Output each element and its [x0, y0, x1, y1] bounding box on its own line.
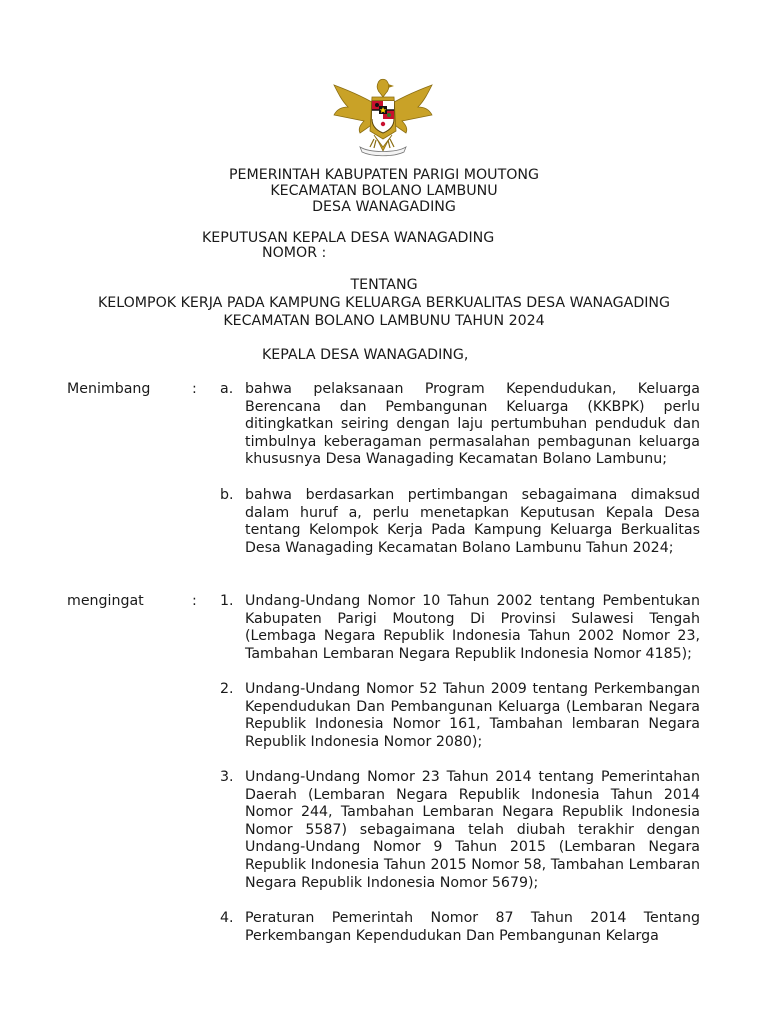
menimbang-item-b-marker: b. — [220, 487, 234, 503]
decree-number: NOMOR : — [262, 245, 327, 261]
header-village: DESA WANAGADING — [312, 199, 456, 215]
subject-line-1: KELOMPOK KERJA PADA KAMPUNG KELUARGA BERKUALITAS DESA WANAGADING — [97, 295, 671, 311]
header-district: KECAMATAN BOLANO LAMBUNU — [270, 183, 498, 199]
subject-line-2: KECAMATAN BOLANO LAMBUNU TAHUN 2024 — [223, 313, 545, 329]
mengingat-colon: : — [192, 593, 197, 609]
mengingat-label: mengingat — [67, 593, 144, 609]
mengingat-item-3-text: Undang-Undang Nomor 23 Tahun 2014 tentang Pemerintahan Daerah (Lembaran Negara Republik Indonesia Tahun 2014 Nomor 244, Tambahan Lembaran Negara Republik Indonesia Nomor 5587) sebagaimana telah diubah terakhir dengan Undang-Undang Nomor 9 Tahun 2015 (Lembaran Negara Republik Indonesia Tahun 2015 Nomor 58, Tambahan Lembaran Negara Republik Indonesia Nomor 5679); — [245, 769, 700, 891]
mengingat-item-3-marker: 3. — [220, 769, 234, 785]
decree-title: KEPUTUSAN KEPALA DESA WANAGADING — [202, 230, 495, 246]
subject-label: TENTANG — [350, 277, 418, 293]
menimbang-label: Menimbang — [67, 381, 151, 397]
mengingat-item-2-marker: 2. — [220, 681, 234, 697]
mengingat-item-1-text: Undang-Undang Nomor 10 Tahun 2002 tentang Pembentukan Kabupaten Parigi Moutong Di Provinsi Sulawesi Tengah (Lembaga Negara Republik Indonesia Tahun 2002 Nomor 23, Tambahan Lembaran Negara Republik Indonesia Nomor 4185); — [245, 593, 700, 662]
mengingat-item-4-text: Peraturan Pemerintah Nomor 87 Tahun 2014 Tentang Perkembangan Kependudukan Dan Pembangunan Kelarga — [245, 910, 700, 944]
menimbang-colon: : — [192, 381, 197, 397]
authority-heading: KEPALA DESA WANAGADING, — [262, 347, 469, 363]
menimbang-item-b-text: bahwa berdasarkan pertimbangan sebagaimana dimaksud dalam huruf a, perlu menetapkan Keputusan Kepala Desa tentang Kelompok Kerja Pada Kampung Keluarga Berkualitas Desa Wanagading Kecamatan Bolano Lambunu Tahun 2024; — [245, 487, 700, 556]
mengingat-item-1-marker: 1. — [220, 593, 234, 609]
mengingat-item-2-text: Undang-Undang Nomor 52 Tahun 2009 tentang Perkembangan Kependudukan Dan Pembangunan Keluarga (Lembaran Negara Republik Indonesia Nomor 161, Tambahan lembaran Negara Republik Indonesia Nomor 2080); — [245, 681, 700, 750]
garuda-pancasila-emblem — [330, 77, 436, 157]
mengingat-item-4-marker: 4. — [220, 910, 234, 926]
menimbang-item-a-marker: a. — [220, 381, 234, 397]
header-government: PEMERINTAH KABUPATEN PARIGI MOUTONG — [228, 167, 540, 183]
menimbang-item-a-text: bahwa pelaksanaan Program Kependudukan, Keluarga Berencana dan Pembangunan Keluarga (KKBPK) perlu ditingkatkan seiring dengan laju pertumbuhan penduduk dan timbulnya keberagaman permasalahan pembagunan keluarga khususnya Desa Wanagading Kecamatan Bolano Lambunu; — [245, 381, 700, 468]
